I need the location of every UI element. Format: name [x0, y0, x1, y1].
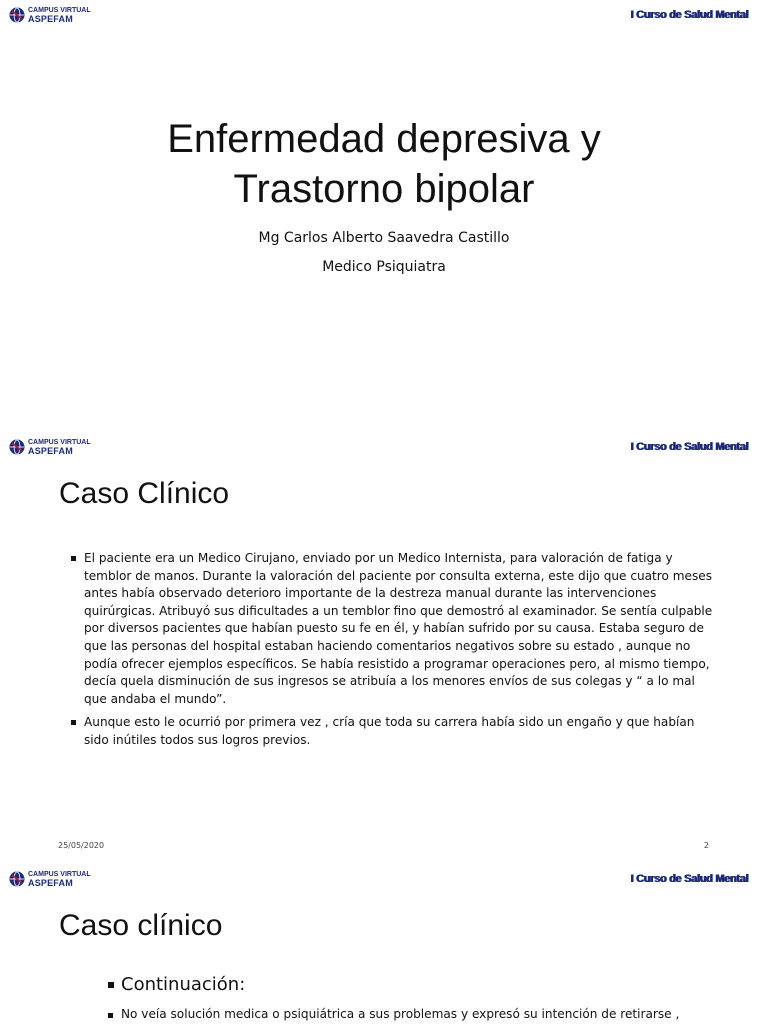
slide-date: 25/05/2020 [58, 841, 105, 850]
course-tag: I Curso de Salud Mental [630, 9, 748, 21]
slide-title: Caso Clínico [59, 477, 230, 510]
bullet-text: El paciente era un Medico Cirujano, enviado por un Medico Internista, para valoración de fatiga y temblor de manos. Durante la valoración del paciente por consulta externa, este dijo que cuatro meses antes había observado deterioro importante de la destreza manual durante las intervenciones quirúrgicas. Atribuyó sus dificultades a un temblor fino que demostró al examinador. Se sentía culpable por diversos pacientes que habían puesto su fe en él, y habían sufrido por su causa. Estaba seguro de que las personas del hospital estaban haciendo comentarios negativos sobre su estado , aunque no podía ofrecer ejemplos específicos. Se había resistido a programar operaciones pero, al mismo tiempo, decía quela disminución de sus ingresos se atribuía a los menores envíos de sus colegas y “ a lo mal que andaba el mundo”. [84, 551, 713, 706]
logo-line1: CAMPUS VIRTUAL [28, 871, 91, 878]
author-role: Medico Psiquiatra [322, 259, 446, 275]
slide-3 [0, 864, 768, 1024]
list-item [70, 550, 720, 708]
slide-2 [0, 432, 768, 864]
logo-line2: ASPEFAM [28, 446, 73, 456]
course-tag: I Curso de Salud Mental [630, 873, 748, 885]
title-line-1: Enfermedad depresiva y [167, 117, 601, 161]
continuation-label: Continuación: [121, 974, 246, 995]
bullet-text: Aunque esto le ocurrió por primera vez , cría que toda su carrera había sido un engaño y que habían sido inútiles todos sus logros previos. [84, 715, 695, 747]
bullet-list [70, 550, 720, 756]
globe-icon [9, 7, 25, 23]
continuation-body: No veía solución medica o psiquiátrica a sus problemas y expresó su intención de retirarse , [121, 1007, 680, 1021]
logo-line1: CAMPUS VIRTUAL [28, 7, 91, 14]
slide-1 [0, 0, 768, 432]
continuation-text [107, 1007, 679, 1021]
continuation-heading [107, 974, 245, 995]
globe-icon [9, 439, 25, 455]
logo-line1: CAMPUS VIRTUAL [28, 439, 91, 446]
campus-virtual-logo [9, 438, 91, 456]
campus-virtual-logo [9, 6, 91, 24]
presentation-title [0, 114, 768, 214]
logo-line2: ASPEFAM [28, 14, 73, 24]
square-bullet-icon [71, 720, 76, 725]
square-bullet-icon [108, 982, 114, 988]
campus-virtual-logo [9, 870, 91, 888]
title-line-2: Trastorno bipolar [233, 167, 535, 211]
square-bullet-icon [108, 1013, 113, 1018]
logo-line2: ASPEFAM [28, 878, 73, 888]
square-bullet-icon [71, 556, 76, 561]
slide-title: Caso clínico [59, 909, 223, 942]
slide-number: 2 [703, 841, 709, 850]
course-tag: I Curso de Salud Mental [630, 441, 748, 453]
list-item [70, 714, 720, 749]
globe-icon [9, 871, 25, 887]
author-name: Mg Carlos Alberto Saavedra Castillo [258, 230, 510, 246]
